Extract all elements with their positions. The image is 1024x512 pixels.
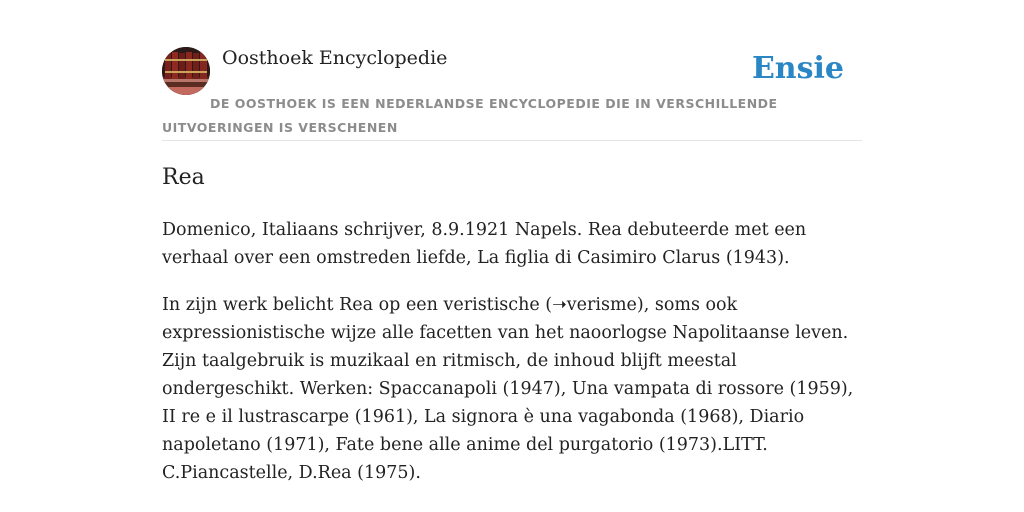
encyclopedia-books-icon[interactable] [162, 47, 210, 95]
site-header [162, 44, 862, 141]
ensie-logo[interactable]: Ensie [751, 51, 844, 86]
article [162, 160, 872, 487]
article-title: Rea [162, 165, 205, 190]
site-name[interactable]: Oosthoek Encyclopedie [222, 47, 448, 69]
site-tagline: DE OOSTHOEK IS EEN NEDERLANDSE ENCYCLOPEDIE DIE IN VERSCHILLENDE UITVOERINGEN IS VERSCHENEN [162, 96, 778, 135]
article-paragraph: In zijn werk belicht Rea op een veristische (➝verisme), soms ook expressionistische wijze alle facetten van het naoorlogse Napolitaanse leven. Zijn taalgebruik is muzikaal en ritmisch, de inhoud blijft meestal ondergeschikt. Werken: Spaccanapoli (1947), Una vampata di rossore (1959), II re e il lustrascarpe (1961), La signora è una vagabonda (1968), Diario napoletano (1971), Fate bene alle anime del purgatorio (1973).LITT. C.Piancastelle, D.Rea (1975). [162, 295, 854, 483]
article-paragraph: Domenico, Italiaans schrijver, 8.9.1921 Napels. Rea debuteerde met een verhaal over een omstreden liefde, La figlia di Casimiro Clarus (1943). [162, 220, 807, 268]
